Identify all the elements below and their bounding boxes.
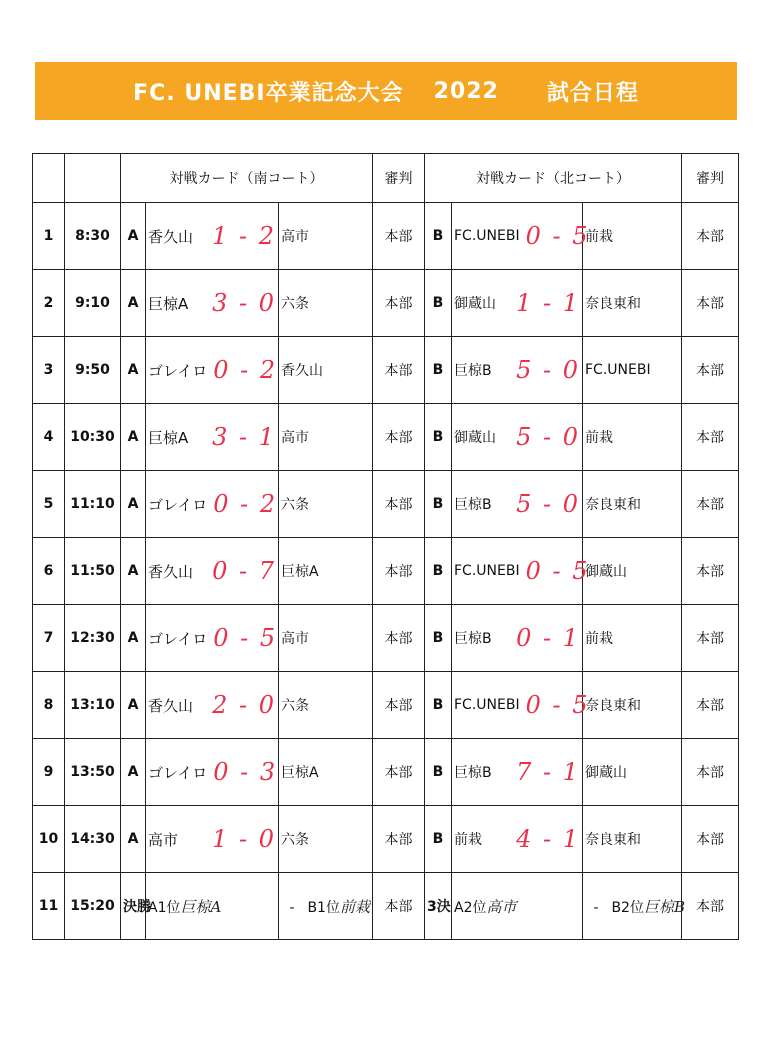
north-home-cell [452, 605, 583, 672]
north-away-team: 奈良東和 [583, 270, 682, 337]
court-b-label: B [425, 605, 452, 672]
match-number: 3 [33, 337, 65, 404]
final-label: 決勝 [121, 873, 146, 940]
final-away-handwritten: 前栽 [339, 897, 370, 916]
match-row [33, 270, 739, 337]
south-home-team: 香久山 [148, 227, 194, 246]
south-home-team: ゴレイロ [148, 495, 208, 514]
match-row [33, 471, 739, 538]
match-number: 8 [33, 672, 65, 739]
north-home-team: 御蔵山 [454, 296, 496, 312]
match-time: 10:30 [65, 404, 121, 471]
north-score: 5 - 0 [516, 356, 580, 384]
court-a-label: A [121, 739, 146, 806]
court-b-label: B [425, 337, 452, 404]
south-referee: 本部 [373, 806, 425, 873]
schedule-table [32, 153, 739, 940]
match-time: 11:10 [65, 471, 121, 538]
match-time: 11:50 [65, 538, 121, 605]
south-referee: 本部 [373, 270, 425, 337]
north-away-team: 前栽 [583, 404, 682, 471]
south-home-team: 巨椋A [148, 428, 189, 447]
south-score: 1 - 2 [212, 222, 276, 250]
match-row [33, 203, 739, 270]
north-referee: 本部 [682, 806, 739, 873]
match-time: 13:50 [65, 739, 121, 806]
north-home-team: 巨椋B [454, 765, 492, 781]
north-home-team: 御蔵山 [454, 430, 496, 446]
south-score: 0 - 2 [213, 356, 278, 384]
north-away-team: FC.UNEBI [583, 337, 682, 404]
match-time: 12:30 [65, 605, 121, 672]
match-number: 5 [33, 471, 65, 538]
match-row [33, 404, 739, 471]
north-home-cell [452, 672, 590, 739]
court-a-label: A [121, 471, 146, 538]
court-b-label: B [425, 806, 452, 873]
north-away-team: 奈良東和 [583, 672, 682, 739]
south-score: 0 - 7 [212, 557, 276, 585]
court-b-label: B [425, 538, 452, 605]
match-time: 8:30 [65, 203, 121, 270]
north-away-team: 御蔵山 [583, 739, 682, 806]
third-away-cell [583, 873, 685, 940]
event-year: 2022 [433, 78, 499, 104]
south-away-team: 六条 [279, 672, 373, 739]
match-number: 1 [33, 203, 65, 270]
header-south-court: 対戦カード（南コート） [121, 154, 373, 203]
south-home-cell [146, 605, 279, 672]
north-referee: 本部 [682, 538, 739, 605]
north-score: 0 - 5 [525, 557, 590, 585]
third-place-label: 3決 [425, 873, 452, 940]
south-away-team: 高市 [279, 203, 373, 270]
third-dash: - [593, 899, 599, 916]
match-number: 7 [33, 605, 65, 672]
third-home-handwritten: 高市 [486, 897, 517, 916]
match-row [33, 605, 739, 672]
north-score: 0 - 5 [525, 222, 590, 250]
match-time: 15:20 [65, 873, 121, 940]
north-referee: 本部 [682, 605, 739, 672]
north-home-team: FC.UNEBI [454, 228, 520, 244]
south-referee: 本部 [373, 605, 425, 672]
south-away-team: 巨椋A [279, 739, 373, 806]
match-time: 13:10 [65, 672, 121, 739]
match-row [33, 538, 739, 605]
north-away-team: 前栽 [583, 605, 682, 672]
south-home-cell [146, 672, 279, 739]
match-time: 9:50 [65, 337, 121, 404]
south-home-cell [146, 203, 279, 270]
court-a-label: A [121, 672, 146, 739]
final-away-cell [279, 873, 373, 940]
south-away-team: 香久山 [279, 337, 373, 404]
schedule-label: 試合日程 [546, 80, 639, 106]
third-away-seed: B2位 [611, 899, 644, 916]
court-b-label: B [425, 270, 452, 337]
south-home-team: ゴレイロ [148, 629, 208, 648]
match-number: 9 [33, 739, 65, 806]
final-dash: - [289, 899, 295, 916]
south-score: 0 - 2 [213, 490, 278, 518]
south-home-cell [146, 270, 279, 337]
south-home-cell [146, 739, 279, 806]
south-score: 3 - 0 [212, 289, 276, 317]
south-away-team: 六条 [279, 270, 373, 337]
match-number: 2 [33, 270, 65, 337]
south-home-team: 香久山 [148, 696, 194, 715]
south-away-team: 六条 [279, 806, 373, 873]
north-away-team: 奈良東和 [583, 806, 682, 873]
south-score: 0 - 5 [213, 624, 278, 652]
north-home-team: 巨椋B [454, 363, 492, 379]
court-b-label: B [425, 404, 452, 471]
south-away-team: 高市 [279, 404, 373, 471]
south-home-cell [146, 806, 279, 873]
north-referee: 本部 [682, 739, 739, 806]
north-home-cell [452, 538, 590, 605]
south-home-cell [146, 538, 279, 605]
south-referee: 本部 [373, 672, 425, 739]
south-referee: 本部 [373, 471, 425, 538]
north-referee: 本部 [682, 337, 739, 404]
match-row [33, 806, 739, 873]
north-home-cell [452, 270, 583, 337]
header-north-referee: 審判 [682, 154, 739, 203]
north-home-cell [452, 404, 583, 471]
north-home-team: FC.UNEBI [454, 563, 520, 579]
court-a-label: A [121, 270, 146, 337]
match-number: 11 [33, 873, 65, 940]
match-row [33, 337, 739, 404]
header-row [33, 154, 739, 203]
north-referee: 本部 [682, 203, 739, 270]
third-home-cell [452, 873, 583, 940]
south-home-cell [146, 404, 279, 471]
north-referee: 本部 [682, 471, 739, 538]
header-no [33, 154, 65, 203]
court-a-label: A [121, 203, 146, 270]
south-home-team: 高市 [148, 830, 179, 849]
north-away-team: 前栽 [583, 203, 682, 270]
match-number: 6 [33, 538, 65, 605]
south-referee: 本部 [373, 203, 425, 270]
south-referee: 本部 [373, 538, 425, 605]
final-home-seed: A1位 [148, 899, 181, 916]
north-home-cell [452, 739, 583, 806]
court-a-label: A [121, 806, 146, 873]
north-referee: 本部 [682, 672, 739, 739]
north-home-cell [452, 471, 583, 538]
south-referee: 本部 [373, 337, 425, 404]
south-home-team: 巨椋A [148, 294, 189, 313]
north-score: 0 - 1 [516, 624, 580, 652]
header-south-referee: 審判 [373, 154, 425, 203]
south-score: 2 - 0 [212, 691, 276, 719]
match-row [33, 739, 739, 806]
south-score: 1 - 0 [212, 825, 276, 853]
north-away-team: 御蔵山 [583, 538, 682, 605]
north-home-team: 巨椋B [454, 631, 492, 647]
final-away-seed: B1位 [307, 899, 340, 916]
south-score: 3 - 1 [212, 423, 276, 451]
north-home-team: 前栽 [454, 832, 482, 848]
north-score: 0 - 5 [525, 691, 590, 719]
match-time: 9:10 [65, 270, 121, 337]
north-referee: 本部 [682, 404, 739, 471]
final-home-handwritten: 巨椋A [180, 897, 222, 916]
match-time: 14:30 [65, 806, 121, 873]
north-home-cell [452, 203, 590, 270]
north-home-cell [452, 337, 583, 404]
final-row [33, 873, 739, 940]
match-row [33, 672, 739, 739]
north-score: 4 - 1 [516, 825, 580, 853]
south-referee: 本部 [373, 739, 425, 806]
south-home-team: ゴレイロ [148, 763, 208, 782]
north-home-cell [452, 806, 583, 873]
north-score: 5 - 0 [516, 490, 580, 518]
header-north-court: 対戦カード（北コート） [425, 154, 682, 203]
match-number: 10 [33, 806, 65, 873]
event-title: FC. UNEBI卒業記念大会 [133, 80, 404, 106]
title-banner [35, 62, 737, 120]
third-referee: 本部 [682, 873, 739, 940]
court-b-label: B [425, 739, 452, 806]
north-score: 7 - 1 [516, 758, 580, 786]
court-a-label: A [121, 337, 146, 404]
court-a-label: A [121, 404, 146, 471]
third-home-seed: A2位 [454, 899, 487, 916]
south-away-team: 高市 [279, 605, 373, 672]
court-b-label: B [425, 471, 452, 538]
south-home-cell [146, 337, 279, 404]
south-home-team: 香久山 [148, 562, 194, 581]
court-b-label: B [425, 203, 452, 270]
south-score: 0 - 3 [213, 758, 278, 786]
north-home-team: FC.UNEBI [454, 697, 520, 713]
final-home-cell [146, 873, 279, 940]
north-away-team: 奈良東和 [583, 471, 682, 538]
match-number: 4 [33, 404, 65, 471]
south-away-team: 六条 [279, 471, 373, 538]
south-home-cell [146, 471, 279, 538]
court-a-label: A [121, 605, 146, 672]
court-b-label: B [425, 672, 452, 739]
south-referee: 本部 [373, 404, 425, 471]
north-home-team: 巨椋B [454, 497, 492, 513]
north-score: 5 - 0 [516, 423, 580, 451]
south-away-team: 巨椋A [279, 538, 373, 605]
south-home-team: ゴレイロ [148, 361, 208, 380]
north-referee: 本部 [682, 270, 739, 337]
header-time [65, 154, 121, 203]
final-referee: 本部 [373, 873, 425, 940]
court-a-label: A [121, 538, 146, 605]
third-away-handwritten: 巨椋B [643, 897, 685, 916]
north-score: 1 - 1 [516, 289, 580, 317]
